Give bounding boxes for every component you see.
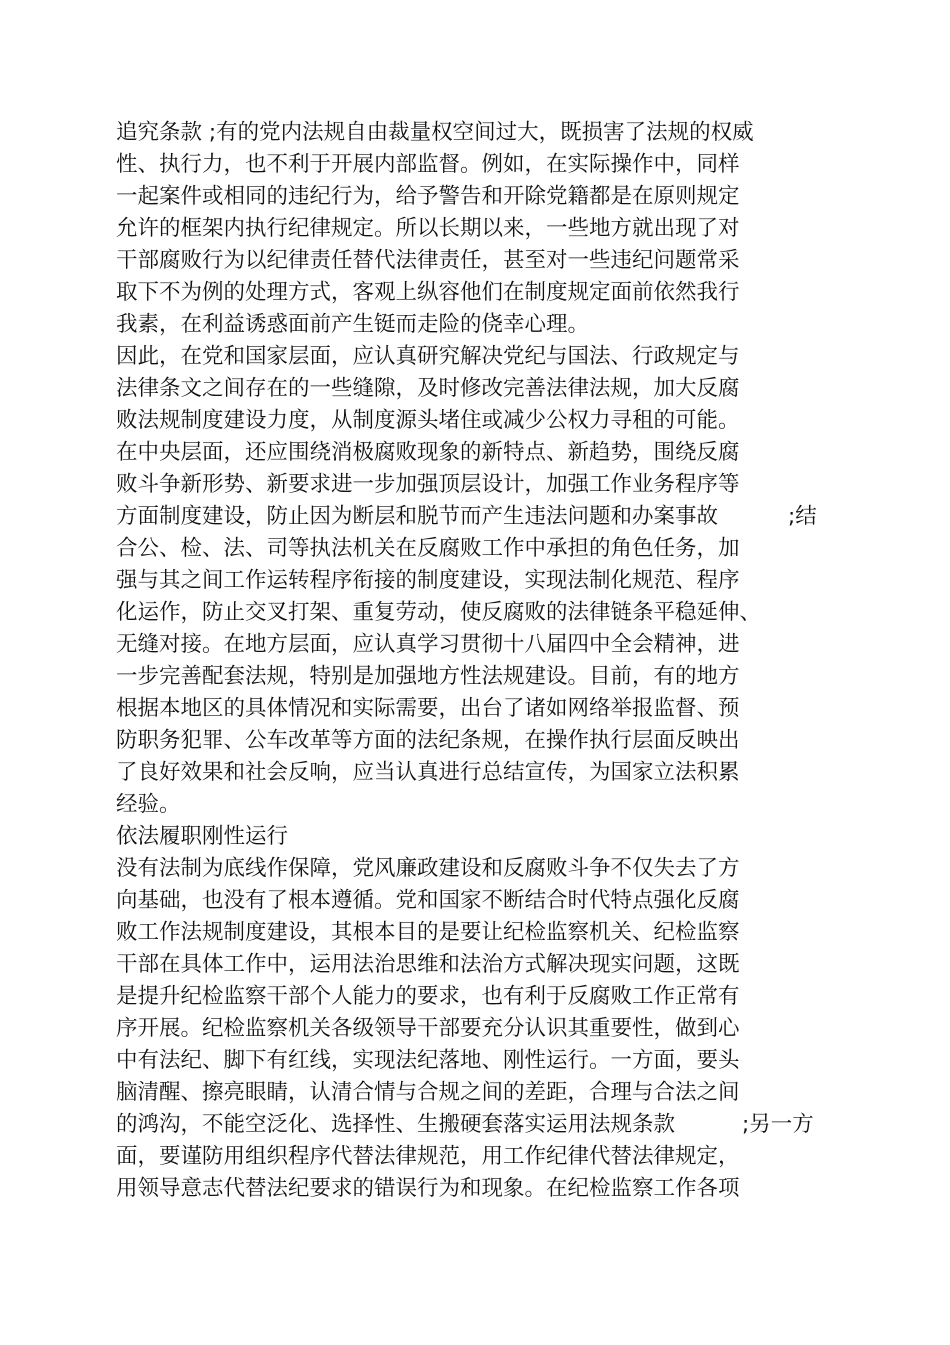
text-line: 经验。 — [116, 792, 181, 817]
text-line: 化运作，防止交叉打架、重复劳动，使反腐败的法律链条平稳延伸、 — [116, 600, 762, 625]
line-tail-text: ;结 — [788, 504, 817, 529]
text-line: 一起案件或相同的违纪行为，给予警告和开除党籍都是在原则规定 — [116, 184, 740, 209]
text-line: 追究条款 ;有的党内法规自由裁量权空间过大，既损害了法规的权威 — [116, 120, 754, 145]
text-line: 用领导意志代替法纪要求的错误行为和现象。在纪检监察工作各项 — [116, 1176, 740, 1201]
text-line: 方面制度建设，防止因为断层和脱节而产生违法问题和办案事故 ;结 — [116, 502, 718, 532]
text-line: 合公、检、法、司等执法机关在反腐败工作中承担的角色任务，加 — [116, 536, 740, 561]
text-line: 败法规制度建设力度，从制度源头堵住或减少公权力寻租的可能。 — [116, 408, 740, 433]
section-heading: 依法履职刚性运行 — [116, 824, 289, 849]
text-line: 强与其之间工作运转程序衔接的制度建设，实现法制化规范、程序 — [116, 568, 740, 593]
text-line: 性、执行力，也不利于开展内部监督。例如，在实际操作中，同样 — [116, 152, 740, 177]
text-line: 干部在具体工作中，运用法治思维和法治方式解决现实问题，这既 — [116, 952, 740, 977]
text-line: 无缝对接。在地方层面，应认真学习贯彻十八届四中全会精神，进 — [116, 632, 740, 657]
text-line: 面，要谨防用组织程序代替法律规范，用工作纪律代替法律规定， — [116, 1144, 740, 1169]
text-line: 了良好效果和社会反响，应当认真进行总结宣传，为国家立法积累 — [116, 760, 740, 785]
paragraph-start-line: 没有法制为底线作保障，党风廉政建设和反腐败斗争不仅失去了方 — [116, 856, 740, 881]
line-tail-text: ;另一方 — [742, 1112, 814, 1137]
text-line: 允许的框架内执行纪律规定。所以长期以来，一些地方就出现了对 — [116, 216, 740, 241]
text-line: 法律条文之间存在的一些缝隙，及时修改完善法律法规，加大反腐 — [116, 376, 740, 401]
text-line: 干部腐败行为以纪律责任替代法律责任，甚至对一些违纪问题常采 — [116, 248, 740, 273]
text-line: 防职务犯罪、公车改革等方面的法纪条规，在操作执行层面反映出 — [116, 728, 740, 753]
text-line: 脑清醒、擦亮眼睛，认清合情与合规之间的差距，合理与合法之间 — [116, 1080, 740, 1105]
text-line: 我素，在利益诱惑面前产生铤而走险的侥幸心理。 — [116, 312, 590, 337]
text-line: 取下不为例的处理方式，客观上纵容他们在制度规定面前依然我行 — [116, 280, 740, 305]
text-line: 败斗争新形势、新要求进一步加强顶层设计，加强工作业务程序等 — [116, 472, 740, 497]
paragraph-start-line: 因此，在党和国家层面，应认真研究解决党纪与国法、行政规定与 — [116, 344, 740, 369]
text-line: 一步完善配套法规，特别是加强地方性法规建设。目前，有的地方 — [116, 664, 740, 689]
text-line: 中有法纪、脚下有红线，实现法纪落地、刚性运行。一方面，要头 — [116, 1048, 740, 1073]
text-line: 是提升纪检监察干部个人能力的要求，也有利于反腐败工作正常有 — [116, 984, 740, 1009]
text-line: 根据本地区的具体情况和实际需要，出台了诸如网络举报监督、预 — [116, 696, 740, 721]
text-line: 向基础，也没有了根本遵循。党和国家不断结合时代特点强化反腐 — [116, 888, 740, 913]
text-line: 序开展。纪检监察机关各级领导干部要充分认识其重要性，做到心 — [116, 1016, 740, 1041]
text-line: 的鸿沟，不能空泛化、选择性、生搬硬套落实运用法规条款 ;另一方 — [116, 1110, 675, 1140]
text-line: 败工作法规制度建设，其根本目的是要让纪检监察机关、纪检监察 — [116, 920, 740, 945]
text-line: 在中央层面，还应围绕消极腐败现象的新特点、新趋势，围绕反腐 — [116, 440, 740, 465]
